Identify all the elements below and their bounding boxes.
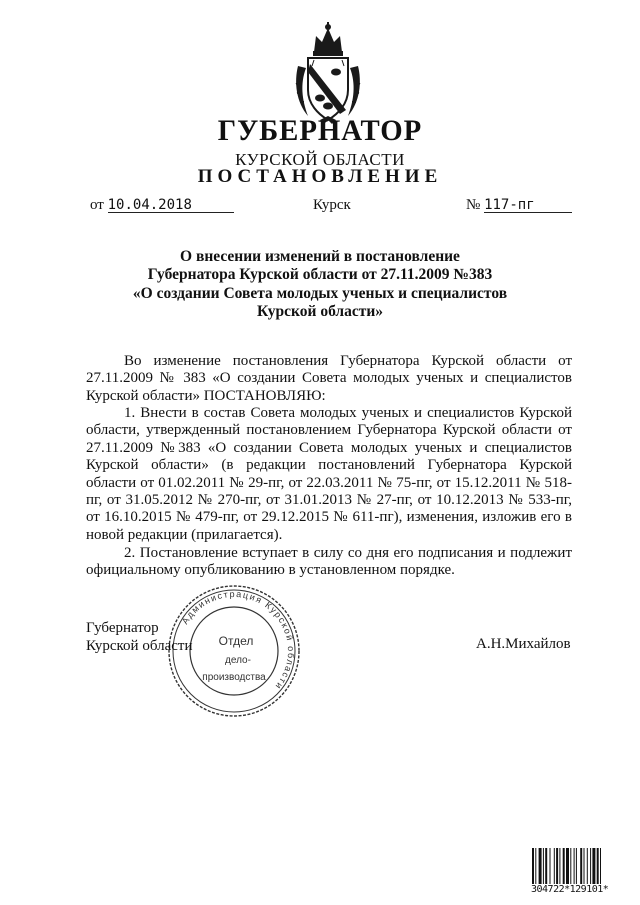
document-type: ПОСТАНОВЛЕНИЕ (197, 166, 443, 187)
stamp-ring-text: Администрация Курской области (179, 588, 297, 693)
number-field (466, 197, 572, 214)
coat-of-arms-emblem (292, 22, 364, 128)
heading-line: О внесении изменений в постановление (180, 248, 460, 265)
stamp-line: Отдел (218, 634, 254, 648)
signatory-position (86, 619, 192, 655)
document-heading (80, 248, 560, 322)
region-name: КУРСКОЙ ОБЛАСТИ (235, 150, 405, 169)
date-field (90, 197, 234, 214)
position-line: Курской области (86, 638, 193, 654)
heading-line: «О создании Совета молодых ученых и специалистов (132, 284, 508, 302)
heading-line: Курской области» (256, 303, 384, 321)
heading-line: Губернатора Курской области от 27.11.2009 №383 (147, 266, 493, 284)
document-title: ГУБЕРНАТОР (217, 114, 423, 147)
number-prefix: № (466, 197, 481, 213)
body-paragraph-3: 2. Постановление вступает в силу со дня его подписания и подлежит официальному опубликованию в установленном порядке. (86, 545, 572, 579)
stamp-line: производства (202, 672, 266, 683)
number-value: 117-пг (484, 198, 572, 213)
signatory-name: А.Н.Михайлов (476, 636, 571, 652)
position-line: Губернатор (86, 620, 159, 636)
barcode-number: 304722*129101* (531, 884, 609, 895)
body-paragraph-2: 1. Внести в состав Совета молодых ученых и специалистов Курской области, утвержденный постановлением Губернатора Курской области от 27.11.2009 №383 «О создании Совета молодых ученых и специалистов Курской области» (в редакции постановлений Губернатора Курской области от 01.02.2011 № 29-пг, от 22.03.2011 № 75-пг, от 15.12.2011 № 518-пг, от 31.05.2012 № 270-пг, от 31.01.2013 № 27-пг, от 10.12.2013 № 533-пг, от 16.10.2015 № 479-пг, от 29.12.2015 № 611-пг), изменения, изложив его в новой редакции (прилагается). (86, 405, 572, 543)
date-prefix: от (90, 197, 104, 213)
date-value: 10.04.2018 (108, 198, 234, 213)
body-paragraph-1: Во изменение постановления Губернатора Курской области от 27.11.2009 № 383 «О создании Совета молодых ученых и специалистов Курской области» ПОСТАНОВЛЯЮ: (86, 353, 572, 404)
stamp-line: дело- (225, 655, 251, 666)
city-name: Курск (313, 197, 351, 213)
